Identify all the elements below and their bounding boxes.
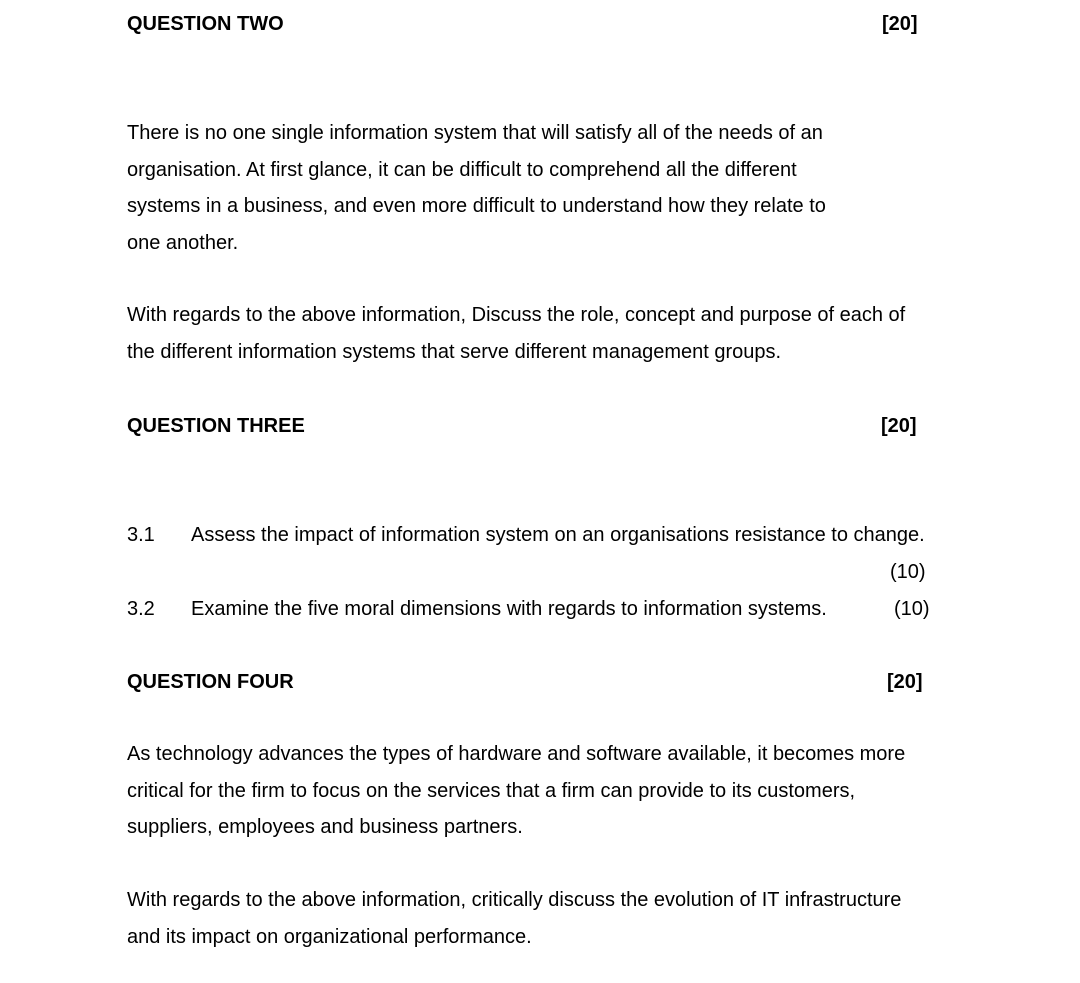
question-four-paragraph-2 (127, 882, 901, 955)
paragraph-line: There is no one single information system that will satisfy all of the needs of an (127, 122, 823, 144)
item-text-3-2: Examine the five moral dimensions with regards to information systems. (191, 598, 827, 620)
question-four-marks: [20] (887, 671, 923, 693)
paragraph-line: organisation. At first glance, it can be difficult to comprehend all the different (127, 158, 797, 181)
question-four-title: QUESTION FOUR (127, 671, 294, 693)
question-four-paragraph-1 (127, 736, 905, 846)
item-number-3-1: 3.1 (127, 524, 155, 546)
item-number-3-2: 3.2 (127, 598, 155, 620)
question-three-marks: [20] (881, 415, 917, 437)
paragraph-line: critical for the firm to focus on the services that a firm can provide to its customers, (127, 779, 856, 802)
paragraph-line: suppliers, employees and business partners. (127, 816, 523, 838)
paragraph-line: one another. (127, 231, 239, 254)
question-two-paragraph-2 (127, 297, 905, 370)
item-marks-3-2: (10) (894, 598, 930, 620)
question-two-marks: [20] (882, 13, 918, 35)
item-marks-3-1: (10) (890, 561, 926, 583)
paragraph-line: and its impact on organizational performance. (127, 925, 532, 948)
paragraph-line: As technology advances the types of hardware and software available, it becomes more (127, 743, 906, 765)
paragraph-line: With regards to the above information, Discuss the role, concept and purpose of each of (127, 304, 906, 326)
paragraph-line: systems in a business, and even more difficult to understand how they relate to (127, 195, 826, 217)
question-two-title: QUESTION TWO (127, 13, 284, 35)
question-three-title: QUESTION THREE (127, 415, 305, 437)
item-text-3-1: Assess the impact of information system on an organisations resistance to change. (191, 524, 925, 546)
question-two-paragraph-1 (127, 115, 826, 261)
paragraph-line: the different information systems that serve different management groups. (127, 340, 782, 363)
paragraph-line: With regards to the above information, critically discuss the evolution of IT infrastructure (127, 889, 902, 911)
